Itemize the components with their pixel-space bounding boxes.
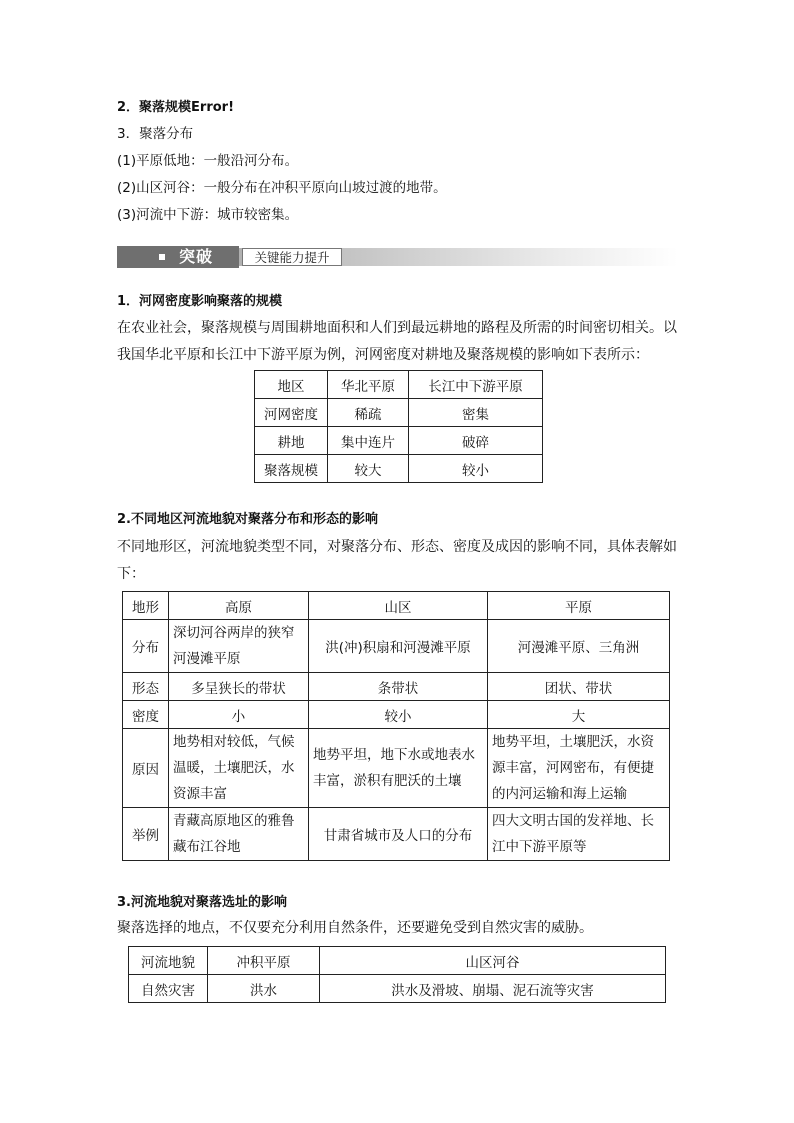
table-cell: 集中连片 xyxy=(328,427,409,455)
table-cell: 团状、带状 xyxy=(488,673,670,701)
table-header-cell: 高原 xyxy=(169,592,309,620)
table-cell: 河网密度 xyxy=(255,399,328,427)
table-cell: 洪(冲)积扇和河漫滩平原 xyxy=(309,620,488,673)
table-row xyxy=(129,975,666,1003)
table-cell: 洪水 xyxy=(208,975,320,1003)
section-banner xyxy=(117,244,678,270)
table-header-row xyxy=(129,947,666,975)
section-3-heading: 3.河流地貌对聚落选址的影响 xyxy=(117,895,287,910)
table-cell: 大 xyxy=(488,701,670,729)
table-cell: 小 xyxy=(169,701,309,729)
table-header-cell: 山区 xyxy=(309,592,488,620)
table-header-cell: 冲积平原 xyxy=(208,947,320,975)
river-density-table xyxy=(254,370,543,483)
distribution-plain: (1)平原低地：一般沿河分布。 xyxy=(117,153,299,169)
table-cell: 较小 xyxy=(309,701,488,729)
table-cell: 密度 xyxy=(123,701,169,729)
table-row xyxy=(123,673,670,701)
section-1-heading: 1．河网密度影响聚落的规模 xyxy=(117,294,283,309)
table-cell: 形态 xyxy=(123,673,169,701)
section-1-paragraph: 在农业社会，聚落规模与周围耕地面积和人们到最远耕地的路程及所需的时间密切相关。以我国华北平原和长江中下游平原为例，河网密度对耕地及聚落规模的影响如下表所示： xyxy=(117,320,677,363)
table-header-row xyxy=(255,371,543,399)
table-cell: 甘肃省城市及人口的分布 xyxy=(309,808,488,861)
section-2-heading: 2.不同地区河流地貌对聚落分布和形态的影响 xyxy=(117,512,378,527)
table-row xyxy=(123,729,670,808)
table-row xyxy=(123,620,670,673)
table-header-cell: 华北平原 xyxy=(328,371,409,399)
table-cell: 较大 xyxy=(328,455,409,483)
table-cell: 地势平坦，土壤肥沃，水资源丰富，河网密布，有便捷的内河运输和海上运输 xyxy=(488,729,670,808)
section-2-paragraph: 不同地形区，河流地貌类型不同，对聚落分布、形态、密度及成因的影响不同，具体表解如下： xyxy=(117,539,677,582)
table-header-row xyxy=(123,592,670,620)
banner-title: 突破 xyxy=(179,247,214,266)
table-cell: 四大文明古国的发祥地、长江中下游平原等 xyxy=(488,808,670,861)
table-cell: 多呈狭长的带状 xyxy=(169,673,309,701)
table-cell: 稀疏 xyxy=(328,399,409,427)
table-header-cell: 山区河谷 xyxy=(320,947,666,975)
table-row xyxy=(255,455,543,483)
table-cell: 破碎 xyxy=(409,427,543,455)
table-cell: 青藏高原地区的雅鲁藏布江谷地 xyxy=(169,808,309,861)
table-header-cell: 河流地貌 xyxy=(129,947,208,975)
table-row xyxy=(255,427,543,455)
banner-subtitle: 关键能力提升 xyxy=(242,248,342,266)
table-cell: 密集 xyxy=(409,399,543,427)
table-header-cell: 地形 xyxy=(123,592,169,620)
table-cell: 较小 xyxy=(409,455,543,483)
table-header-cell: 平原 xyxy=(488,592,670,620)
banner-dark-block xyxy=(117,246,239,268)
table-cell: 深切河谷两岸的狭窄河漫滩平原 xyxy=(169,620,309,673)
table-cell: 条带状 xyxy=(309,673,488,701)
landform-settlement-table xyxy=(122,591,670,861)
section-3-paragraph: 聚落选择的地点，不仅要充分利用自然条件，还要避免受到自然灾害的威胁。 xyxy=(117,920,593,936)
table-row xyxy=(123,701,670,729)
table-cell: 耕地 xyxy=(255,427,328,455)
table-cell: 地势平坦，地下水或地表水丰富，淤积有肥沃的土壤 xyxy=(309,729,488,808)
distribution-midstream: (3)河流中下游：城市较密集。 xyxy=(117,207,299,223)
table-header-cell: 长江中下游平原 xyxy=(409,371,543,399)
item-3-heading: 3．聚落分布 xyxy=(117,126,194,142)
table-header-cell: 地区 xyxy=(255,371,328,399)
table-cell: 洪水及滑坡、崩塌、泥石流等灾害 xyxy=(320,975,666,1003)
site-selection-table xyxy=(128,946,666,1003)
item-2-heading: 2．聚落规模Error! xyxy=(117,100,235,115)
table-cell: 地势相对较低，气候温暖，土壤肥沃，水资源丰富 xyxy=(169,729,309,808)
table-cell: 自然灾害 xyxy=(129,975,208,1003)
table-row xyxy=(255,399,543,427)
table-cell: 原因 xyxy=(123,729,169,808)
table-cell: 聚落规模 xyxy=(255,455,328,483)
distribution-valley: (2)山区河谷：一般分布在冲积平原向山坡过渡的地带。 xyxy=(117,180,447,196)
table-cell: 河漫滩平原、三角洲 xyxy=(488,620,670,673)
bullet-square-icon xyxy=(159,254,165,260)
table-cell: 举例 xyxy=(123,808,169,861)
table-row xyxy=(123,808,670,861)
table-cell: 分布 xyxy=(123,620,169,673)
